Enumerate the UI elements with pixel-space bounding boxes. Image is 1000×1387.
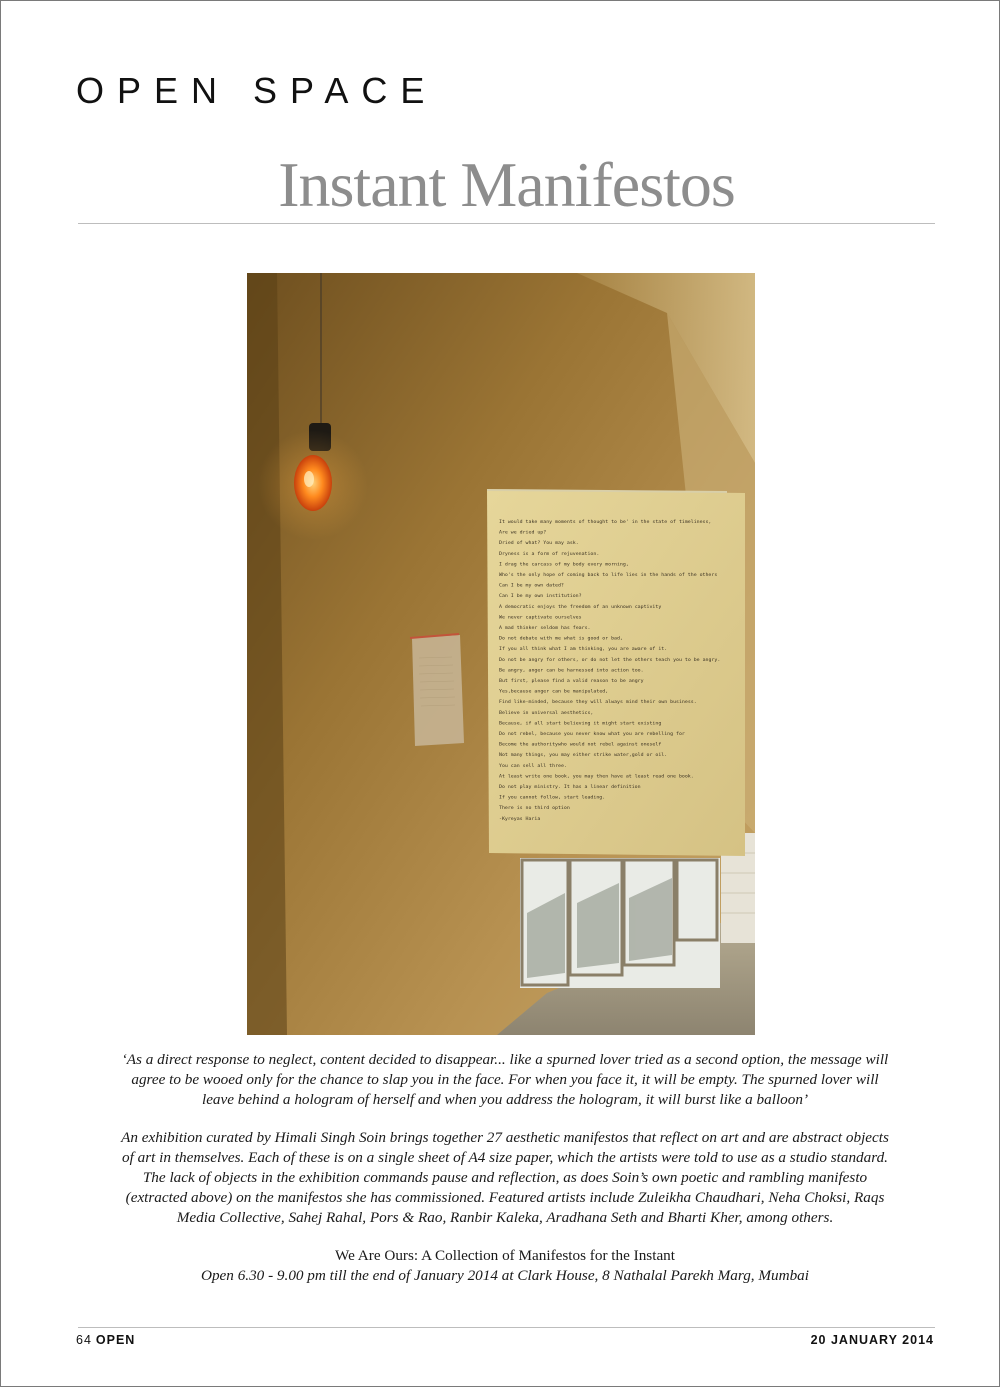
manifesto-line: But first, please find a valid reason to be angry — [499, 679, 635, 684]
exhibition-photo — [247, 273, 755, 1035]
issue-date: 20 JANUARY 2014 — [810, 1333, 934, 1347]
page-number: 64 — [76, 1333, 92, 1347]
event-details: Open 6.30 - 9.00 pm till the end of January 2014 at Clark House, 8 Nathalal Parekh Marg, Mumbai — [201, 1267, 809, 1284]
manifesto-line: I drag the carcass of my body every morning, — [499, 562, 621, 568]
captions — [120, 1050, 890, 1286]
manifesto-line: Be angry, anger can be harnessed into action too. — [499, 668, 635, 674]
footer-folio — [76, 1333, 135, 1347]
manifesto-line: Are we dried up? — [499, 530, 544, 536]
manifesto-line: Do not play ministry. It has a linear definition — [499, 785, 632, 790]
manifesto-line: At least write one book, you may then have at least read one book. — [499, 774, 682, 780]
manifesto-line: Yes,because anger can be manipulated, — [499, 689, 602, 695]
manifesto-line: Who's the only hope of coming back to life lies in the hands of the others — [499, 573, 704, 578]
manifesto-line: A democratic enjoys the freedom of an unknown captivity — [499, 604, 652, 610]
manifesto-line: Dryness is a form of rejuvenation. — [499, 551, 594, 557]
brand-name: OPEN — [95, 1333, 136, 1347]
event-title: We Are Ours: A Collection of Manifestos for the Instant — [334, 1247, 675, 1264]
top-rule — [78, 223, 935, 224]
manifesto-line: Can I be my own institution? — [499, 594, 577, 600]
manifesto-line: Can I be my own dated? — [499, 583, 560, 589]
manifesto-line: -Kyreyas Haria — [499, 816, 538, 822]
bottom-rule — [78, 1327, 935, 1328]
exhibition-blurb: An exhibition curated by Himali Singh Soin brings together 27 aesthetic manifestos that reflect on art and are abstract objects of art in themselves. Each of these is on a single sheet of A4 size paper, which the artists were told to use as a studio standard. The lack of objects in the exhibition commands pause and reflection, as does Soin’s own poetic and rambling manifesto (extracted above) on the manifestos she has commissioned. Featured artists include Zuleikha Chaudhari, Neha Choksi, Raqs Media Collective, Sahej Rahal, Pors & Rao, Ranbir Kaleka, Aradhana Seth and Bharti Kher, among others. — [121, 1129, 889, 1226]
manifesto-line: Do not debate with me what is good or bad, — [499, 636, 616, 642]
manifesto-line: Because, if all start believing it might start existing — [499, 721, 652, 727]
manifesto-line: Dried of what? You may ask. — [499, 541, 574, 547]
manifesto-line: You can sell all three. — [499, 763, 563, 769]
manifesto-line: There is no third option — [499, 806, 566, 812]
manifesto-line: Do not rebel, because you never know what you are rebelling for — [499, 732, 674, 737]
manifesto-line: Become the authoritywho would not rebel against oneself — [499, 742, 652, 748]
pull-quote: ‘As a direct response to neglect, content decided to disappear... like a spurned lover tried as a second option, the message will agree to be wooed only for the chance to slap you in the face. For when you face it, it will be empty. The spurned lover will leave behind a hologram of herself and when you address the hologram, it will burst like a balloon’ — [121, 1051, 889, 1108]
manifesto-line: If you all think what I am thinking, you are aware of it. — [499, 647, 657, 653]
manifesto-line: Find like-minded, because they will always mind their own business. — [499, 700, 685, 706]
manifesto-line: It would take many moments of thought to be' in the state of timeliness, — [499, 520, 699, 525]
manifesto-line: We never captivate ourselves — [499, 615, 577, 621]
manifesto-line: A mad thinker seldom has fears. — [499, 626, 585, 631]
headline: Instant Manifestos — [278, 149, 735, 220]
section-label: OPEN SPACE — [76, 70, 438, 111]
manifesto-line: Believe in universal aesthetics, — [499, 710, 588, 716]
manifesto-line: Do not be angry for others, or do not let the others teach you to be angry. — [499, 657, 707, 663]
manifesto-line: Not many things, you may either strike water,gold or oil. — [499, 753, 657, 759]
manifesto-line: If you cannot follow, start leading. — [499, 795, 599, 801]
